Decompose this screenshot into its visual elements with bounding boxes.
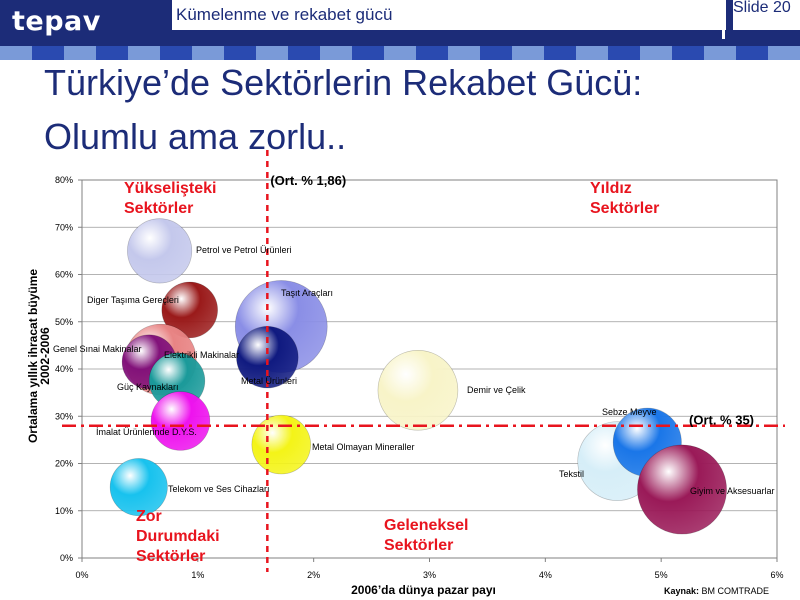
y-tick-label: 0%: [59, 553, 73, 563]
y-tick-label: 40%: [54, 364, 73, 374]
quadrant-label-geleneksel: Geleneksel: [384, 517, 469, 534]
x-tick-label: 2%: [307, 570, 321, 580]
y-tick-label: 80%: [54, 175, 73, 185]
quadrant-label-zor: Zor: [136, 508, 162, 525]
bubble: [151, 392, 210, 451]
bubble-label: Giyim ve Aksesuarlar: [690, 486, 775, 496]
x-tick-label: 4%: [538, 570, 552, 580]
bubble: [127, 219, 191, 283]
bubble-label: Metal Olmayan Mineraller: [312, 442, 415, 452]
source-note: [664, 586, 769, 596]
x-tick-label: 3%: [422, 570, 437, 580]
bubble-label: Elektrikli Makinalar: [164, 350, 240, 360]
bubble-label: Taşıt Araçları: [281, 288, 334, 298]
quadrant-label-yukselisteki: Yükselişteki: [124, 180, 217, 197]
bubble-label: Demir ve Çelik: [467, 385, 526, 395]
bubble: [252, 415, 311, 474]
x-tick-label: 6%: [770, 570, 784, 580]
bubble-label: Genel Sınai Makinalar: [53, 344, 142, 354]
bubble-label: İmalat Ürünlerinde D.Y.S.: [96, 427, 197, 437]
y-axis-title: Ortalama yıllık ihracat büyüme: [26, 268, 40, 444]
source-label: Kaynak:: [664, 586, 700, 596]
x-tick-label: 5%: [654, 570, 668, 580]
source-text: BM COMTRADE: [701, 586, 770, 596]
x-axis-title: 2006’da dünya pazar payı: [351, 583, 496, 597]
y-tick-label: 10%: [54, 505, 73, 516]
slide-number: Slide 20: [733, 0, 800, 30]
bubble-label: Diger Taşıma Gereçleri: [87, 295, 179, 305]
bubble-label: Telekom ve Ses Cihazları: [168, 484, 270, 494]
y-axis-title: 2002-2006: [38, 327, 52, 385]
bubble-label: Güç Kaynakları: [117, 382, 179, 392]
bubble: [378, 350, 458, 430]
avg-growth-label: (Ort. % 35): [689, 412, 755, 428]
bubble-label: Petrol ve Petrol Ürünleri: [196, 245, 292, 255]
quadrant-label-zor: Sektörler: [136, 548, 206, 565]
slide-title-line2: Olumlu ama zorlu..: [44, 116, 347, 157]
slide-title-line1: Türkiye’de Sektörlerin Rekabet Gücü:: [44, 62, 643, 103]
header-title: Kümelenme ve rekabet gücü: [172, 0, 726, 30]
x-tick-labels: [75, 570, 783, 580]
x-tick-label: 1%: [191, 570, 205, 580]
quadrant-label-geleneksel: Sektörler: [384, 537, 454, 554]
x-tick-label: 0%: [75, 570, 89, 580]
y-tick-label: 30%: [54, 411, 73, 422]
bubble-label: Sebze Meyve: [602, 407, 657, 417]
y-tick-label: 60%: [54, 269, 73, 280]
quadrant-label-yukselisteki: Sektörler: [124, 200, 194, 217]
y-tick-label: 70%: [54, 222, 73, 233]
tepav-logo: tepav: [12, 6, 101, 37]
bubble-label: Tekstil: [559, 469, 585, 479]
avg-share-label: (Ort. % 1,86): [270, 173, 347, 188]
quadrant-label-yildiz: Sektörler: [590, 200, 660, 217]
y-tick-label: 20%: [54, 458, 73, 469]
y-tick-labels: [55, 175, 73, 563]
quadrant-label-zor: Durumdaki: [136, 528, 220, 545]
y-tick-label: 50%: [54, 316, 73, 327]
bubble-label: Metal Ürünleri: [241, 376, 298, 386]
quadrant-label-yildiz: Yıldız: [590, 180, 632, 197]
